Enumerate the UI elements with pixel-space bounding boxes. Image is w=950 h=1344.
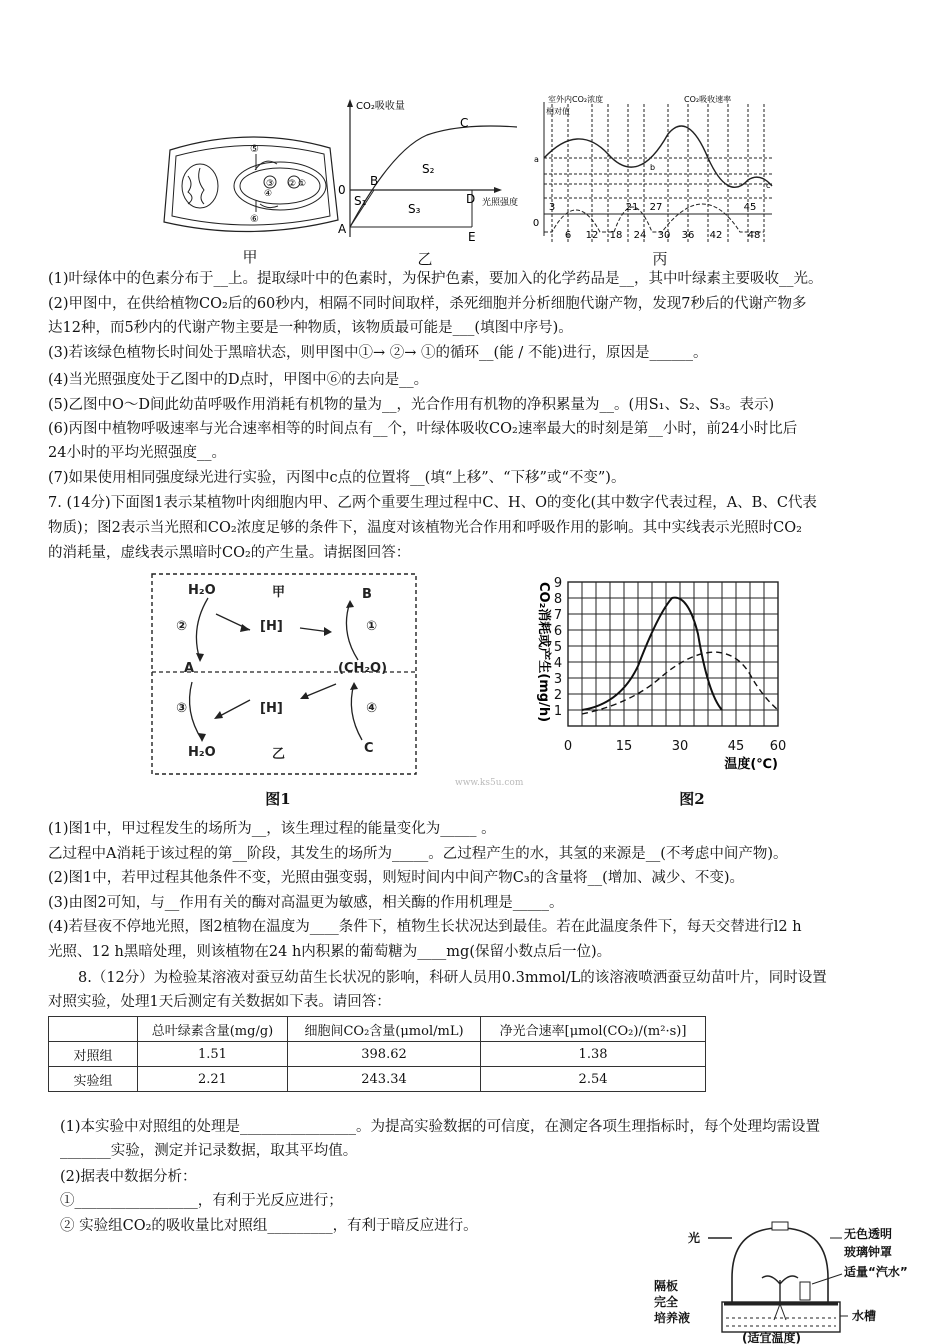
figure-bing [528,92,784,244]
bing-mark-a: a [534,155,539,164]
fig1-a: A [184,661,195,676]
fig2-xlabel: 温度(℃) [724,757,778,772]
yi-point-c: C [460,116,469,130]
svg-text:30: 30 [671,739,689,754]
yi-xlabel: 光照强度 [482,198,519,208]
svg-text:2: 2 [553,688,563,703]
table-header: 净光合速率[μmol(CO₂)/(m²·s)] [481,1017,706,1042]
q7-answer-2: 乙过程中A消耗于该过程的第__阶段，其发生的场所为_____。乙过程产生的水，其氢的来源是__(不考虑中间产物)。 [48,846,788,862]
svg-text:6: 6 [553,624,563,639]
bing-mark-b: b [650,163,656,172]
bing-tick-12: 12 [585,230,599,241]
bing-upper-3: 3 [548,202,556,213]
figure-2 [520,574,810,780]
caption-jia: 甲 [242,248,258,266]
q8-b5: ② 实验组CO₂的吸收量比对照组_________，有利于暗反应进行。 [60,1218,478,1234]
figure-1 [150,572,418,776]
table-header: 总叶绿素含量(mg/g) [138,1017,288,1042]
bing-legend-solid: 室外内CO₂浓度 [548,95,604,104]
yi-area-s2: S₂ [422,162,435,176]
svg-text:9: 9 [553,576,563,591]
bing-upper-21: 21 [625,202,639,213]
figure-yi [332,95,522,245]
svg-text:7: 7 [553,608,563,623]
svg-text:4: 4 [553,656,563,671]
fig1-n4: ④ [366,701,378,716]
yi-area-s3: S₃ [408,202,421,216]
bing-upper-27: 27 [649,202,663,213]
fig1-yi: 乙 [272,747,286,762]
q6-line-7: (6)丙图中植物呼吸速率与光合速率相等的时间点有__个，叶绿体吸收CO₂速率最大的时刻是第__小时，前24小时比后 [48,421,798,437]
svg-text:15: 15 [615,739,633,754]
jia-mark-5: ⑤ [250,144,259,155]
q8-b3: (2)据表中数据分析： [60,1169,197,1185]
svg-text:60: 60 [769,739,787,754]
jia-mark-6: ⑥ [250,214,259,225]
table-cell: 对照组 [49,1042,138,1067]
figure-jia [160,130,340,242]
watermark: www.ks5u.com [455,778,524,788]
q7-answer-1: (1)图1中，甲过程发生的场所为__，该生理过程的能量变化为_____ 。 [48,821,496,837]
table-header [49,1017,138,1042]
table-row [49,1067,706,1092]
q6-line-1: (1)叶绿体中的色素分布于__上。提取绿叶中的色素时，为保护色素，要加入的化学药品是__，其中叶绿素主要吸收__光。 [48,271,823,287]
bing-upper-45: 45 [743,202,757,213]
bing-tick-48: 48 [747,230,761,241]
bing-mark-c: c [766,181,771,190]
yi-point-d: D [466,192,476,206]
table-cell: 1.51 [138,1042,288,1067]
svg-text:1: 1 [553,704,563,719]
svg-text:0: 0 [563,739,573,754]
fig2-ylabel: CO₂消耗或产生(mg/h) [536,582,551,723]
fig1-n3: ③ [176,701,188,716]
q7-answer-5: (4)若昼夜不停地光照，图2植物在温度为____条件下，植物生长状况达到最佳。若在此温度条件下，每天交替进行l2 h [48,919,802,935]
app-temp: (适宜温度) [742,1331,801,1344]
yi-ylabel: CO₂吸收量 [356,101,405,112]
app-soda: 适量“汽水” [844,1265,908,1279]
bing-tick-6: 6 [564,230,572,241]
fig1-ch2o: (CH₂O) [338,661,388,676]
table-cell: 1.38 [481,1042,706,1067]
bing-ylabel: 相对值 [546,107,570,116]
q6-line-6: (5)乙图中O～D间此幼苗呼吸作用消耗有机物的量为__，光合作用有机物的净积累量为__。(用S₁、S₂、S₃。表示) [48,397,775,413]
q8-b4: ①_________________，有利于光反应进行； [60,1193,343,1209]
q7-line-1: 7. (14分)下面图1表示某植物叶肉细胞内甲、乙两个重要生理过程中C、H、O的变化(其中数字代表过程，A、B、C代表 [48,495,817,511]
fig2-caption: 图2 [679,790,705,808]
fig1-c: C [364,741,374,756]
app-bell2: 玻璃钟罩 [844,1245,893,1259]
svg-text:5: 5 [553,640,563,655]
q6-line-4: (3)若该绿色植物长时间处于黑暗状态，则甲图中①→ ②→ ①的循环__(能 / 不能)进行，原因是______。 [48,345,708,361]
app-full: 完全 [654,1295,679,1309]
q6-line-8: 24小时的平均光照强度__。 [48,445,226,461]
q7-line-3: 的消耗量，虚线表示黑暗时CO₂的产生量。请据图回答： [48,545,411,561]
table-header: 细胞间CO₂含量(μmol/mL) [287,1017,480,1042]
q8-b2: _______实验，测定并记录数据，取其平均值。 [60,1143,358,1159]
app-bell: 无色透明 [844,1227,893,1241]
fig1-caption: 图1 [265,790,291,808]
caption-yi: 乙 [417,250,433,268]
q6-line-3: 达12种，而5秒内的代谢产物主要是一种物质，该物质最可能是___(填图中序号)。 [48,320,573,336]
yi-point-a: A [338,222,347,236]
fig1-n2: ② [176,619,188,634]
q8-line-2: 对照实验，处理1天后测定有关数据如下表。请回答： [48,994,391,1010]
table-cell: 398.62 [287,1042,480,1067]
svg-text:3: 3 [553,672,563,687]
q6-line-5: (4)当光照强度处于乙图中的D点时，甲图中⑥的去向是__。 [48,372,429,388]
jia-mark-2: ② [288,179,297,189]
bing-tick-0: 0 [532,218,540,229]
fig1-b: B [362,587,372,602]
fig1-h-bottom: [H] [260,701,283,716]
caption-bing: 丙 [652,250,668,268]
q7-answer-3: (2)图1中，若甲过程其他条件不变，光照由强变弱，则短时间内中间产物C₃的含量将__(增加、减少、不变)。 [48,870,744,886]
bing-tick-36: 36 [681,230,695,241]
app-medium: 培养液 [654,1311,691,1325]
bing-legend-dash: CO₂吸收速率 [684,95,732,104]
fig1-h2o-top: H₂O [188,583,216,598]
app-board: 隔板 [654,1279,679,1293]
fig1-jia: 甲 [272,585,286,600]
svg-text:45: 45 [727,739,745,754]
q7-line-2: 物质)；图2表示当光照和CO₂浓度足够的条件下，温度对该植物光合作用和呼吸作用的影响。其中实线表示光照时CO₂ [48,520,802,536]
bing-tick-30: 30 [657,230,671,241]
q6-line-9: (7)如果使用相同强度绿光进行实验，丙图中c点的位置将__(填“上移”、“下移”或“不变”)。 [48,470,626,486]
table-cell: 243.34 [287,1067,480,1092]
yi-point-b: B [370,174,379,188]
q7-answer-6: 光照、12 h黑暗处理，则该植物在24 h内积累的葡萄糖为____mg(保留小数点后一位)。 [48,944,612,960]
table-cell: 2.21 [138,1067,288,1092]
fig1-h-top: [H] [260,619,283,634]
bing-tick-18: 18 [609,230,623,241]
app-light: 光 [688,1231,701,1245]
bing-tick-24: 24 [633,230,647,241]
jia-mark-1: ① [298,179,307,189]
table-header-row [49,1017,706,1042]
yi-point-e: E [468,230,476,244]
q6-line-2: (2)甲图中，在供给植物CO₂后的60秒内，相隔不同时间取样，杀死细胞并分析细胞代谢产物，发现7秒后的代谢产物多 [48,296,807,312]
fig1-h2o-bottom: H₂O [188,745,216,760]
q7-answer-4: (3)由图2可知，与__作用有关的酶对高温更为敏感，相关酶的作用机理是_____。 [48,895,564,911]
yi-origin: 0 [338,183,346,197]
yi-area-s1: S₁ [354,194,367,208]
table-row [49,1042,706,1067]
table-cell: 实验组 [49,1067,138,1092]
svg-text:8: 8 [553,592,563,607]
jia-mark-3: ③ [266,179,275,189]
app-tank: 水槽 [852,1309,877,1323]
data-table [48,1016,706,1092]
q8-line-1: 8.（12分）为检验某溶液对蚕豆幼苗生长状况的影响，科研人员用0.3mmol/L的该溶液喷洒蚕豆幼苗叶片，同时设置 [78,970,827,986]
table-cell: 2.54 [481,1067,706,1092]
apparatus-figure [652,1220,912,1344]
jia-mark-4: ④ [264,189,273,199]
q8-b1: (1)本实验中对照组的处理是________________。为提高实验数据的可信度，在测定各项生理指标时，每个处理均需设置 [60,1119,821,1135]
fig1-n1: ① [366,619,378,634]
bing-tick-42: 42 [709,230,723,241]
